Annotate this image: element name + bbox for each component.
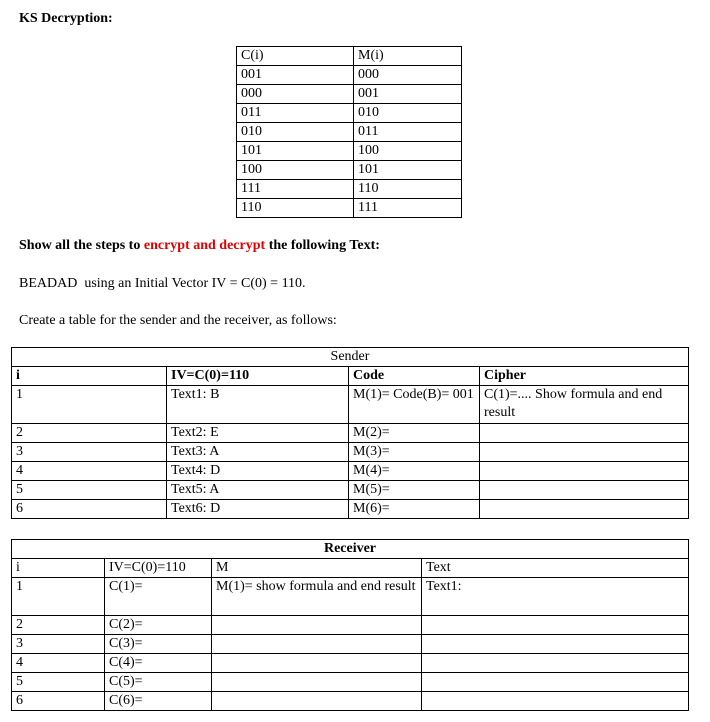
table-cell (422, 616, 689, 635)
page-title: KS Decryption: (19, 11, 113, 26)
table-row (12, 616, 689, 635)
header-cell: IV=C(0)=110 (105, 559, 212, 578)
table-cell: M(2)= (349, 424, 480, 443)
table-cell: 000 (237, 85, 354, 104)
table-cell: 111 (354, 199, 462, 218)
table-row (12, 424, 689, 443)
table-cell: 6 (12, 500, 167, 519)
instruction-highlight: encrypt and decrypt (143, 238, 266, 253)
instruction-pre: Show all the steps to (19, 238, 144, 253)
table-row (12, 654, 689, 673)
table-row (12, 635, 689, 654)
table-cell: 110 (237, 199, 354, 218)
header-cell: Cipher (480, 367, 689, 386)
table-cell: 3 (12, 443, 167, 462)
instruction-heading (19, 238, 380, 254)
table-cell: C(4)= (105, 654, 212, 673)
table-cell: C(3)= (105, 635, 212, 654)
table-cell: 100 (237, 161, 354, 180)
table-cell (480, 443, 689, 462)
table-row (237, 66, 462, 85)
table-cell: 110 (354, 180, 462, 199)
table-cell: 100 (354, 142, 462, 161)
table-row (12, 673, 689, 692)
table-row (237, 161, 462, 180)
table-cell: M(1)= show formula and end result (212, 578, 422, 616)
table-row (12, 462, 689, 481)
table-cell (212, 654, 422, 673)
table-row (237, 142, 462, 161)
table-cell: 2 (12, 424, 167, 443)
receiver-table (11, 539, 689, 711)
table-cell: C(5)= (105, 673, 212, 692)
table-cell: Text1: (422, 578, 689, 616)
plaintext-line: BEADAD using an Initial Vector IV = C(0) = 110. (19, 276, 306, 291)
table-cell: 001 (237, 66, 354, 85)
table-cell: 111 (237, 180, 354, 199)
table-cell: 101 (237, 142, 354, 161)
header-cell: i (12, 367, 167, 386)
table-cell (422, 654, 689, 673)
table-cell (212, 635, 422, 654)
table-cell (480, 424, 689, 443)
table-cell: 2 (12, 616, 105, 635)
table-row (237, 180, 462, 199)
table-cell: 4 (12, 654, 105, 673)
header-cell: Code (349, 367, 480, 386)
table-row (237, 104, 462, 123)
table-cell: C(2)= (105, 616, 212, 635)
header-cell: IV=C(0)=110 (167, 367, 349, 386)
table-row (12, 443, 689, 462)
table-cell: 010 (237, 123, 354, 142)
table-cell: M(6)= (349, 500, 480, 519)
table-cell: C(1)=.... Show formula and end result (480, 386, 689, 424)
table-cell (422, 673, 689, 692)
table-row (237, 123, 462, 142)
table-cell: Text3: A (167, 443, 349, 462)
table-cell: 3 (12, 635, 105, 654)
table-cell: 1 (12, 386, 167, 424)
table-caption-row (12, 348, 689, 367)
table-row (12, 692, 689, 711)
table-cell: 1 (12, 578, 105, 616)
table-row (12, 386, 689, 424)
table-header-row (12, 367, 689, 386)
table-cell: 101 (354, 161, 462, 180)
receiver-caption: Receiver (12, 540, 689, 559)
ks-table (236, 46, 462, 218)
table-cell (212, 673, 422, 692)
table-cell (480, 500, 689, 519)
table-cell: 6 (12, 692, 105, 711)
table-cell (422, 635, 689, 654)
table-row (12, 578, 689, 616)
table-header-row (237, 47, 462, 66)
table-cell: 4 (12, 462, 167, 481)
instruction-post: the following Text: (265, 238, 380, 253)
table-cell: Text5: A (167, 481, 349, 500)
table-cell: 000 (354, 66, 462, 85)
table-cell: M(3)= (349, 443, 480, 462)
header-cell: C(i) (237, 47, 354, 66)
table-caption-row (12, 540, 689, 559)
table-cell: 010 (354, 104, 462, 123)
header-cell: M(i) (354, 47, 462, 66)
table-cell (422, 692, 689, 711)
table-row (12, 481, 689, 500)
table-cell: Text1: B (167, 386, 349, 424)
table-cell: 5 (12, 673, 105, 692)
table-row (12, 500, 689, 519)
table-row (237, 199, 462, 218)
table-cell: M(1)= Code(B)= 001 (349, 386, 480, 424)
table-row (237, 85, 462, 104)
table-cell (212, 692, 422, 711)
table-cell: Text4: D (167, 462, 349, 481)
table-cell: Text6: D (167, 500, 349, 519)
table-cell: 011 (354, 123, 462, 142)
table-cell: M(5)= (349, 481, 480, 500)
table-cell (212, 616, 422, 635)
table-cell (480, 481, 689, 500)
table-cell: Text2: E (167, 424, 349, 443)
header-cell: i (12, 559, 105, 578)
table-cell: C(1)= (105, 578, 212, 616)
table-cell (480, 462, 689, 481)
table-cell: C(6)= (105, 692, 212, 711)
table-cell: M(4)= (349, 462, 480, 481)
table-header-row (12, 559, 689, 578)
sender-caption: Sender (12, 348, 689, 367)
table-cell: 5 (12, 481, 167, 500)
header-cell: Text (422, 559, 689, 578)
sender-table (11, 347, 689, 519)
table-cell: 011 (237, 104, 354, 123)
table-cell: 001 (354, 85, 462, 104)
table-instruction-line: Create a table for the sender and the receiver, as follows: (19, 313, 337, 328)
header-cell: M (212, 559, 422, 578)
